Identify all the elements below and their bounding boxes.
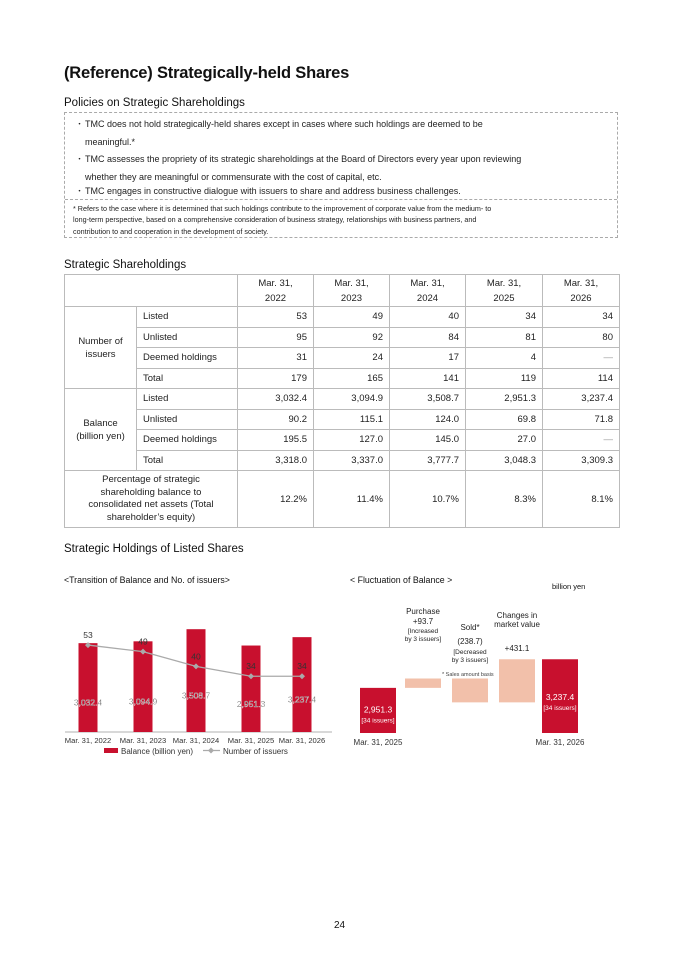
table-cell: 92 <box>314 327 390 348</box>
waterfall-footnote: * Sales amount basis <box>442 672 494 678</box>
table-cell: 27.0 <box>466 430 543 451</box>
table-cell: 40 <box>390 307 466 328</box>
group-label-balance: Balance (billion yen) <box>65 389 137 471</box>
issuers-value-label: 34 <box>297 661 307 672</box>
legend-line-label: Number of issuers <box>223 747 288 756</box>
table-row <box>65 409 620 430</box>
balance-bar <box>242 646 261 732</box>
table-row <box>65 368 620 389</box>
legend-bar-label: Balance (billion yen) <box>121 747 194 756</box>
balance-issuers-chart <box>60 600 335 765</box>
total-issuers-label: [34 issuers] <box>361 717 395 725</box>
year-header: Mar. 31, 2023 <box>314 275 390 307</box>
table-row <box>65 348 620 369</box>
market-value-label: Changes in <box>496 611 538 620</box>
change-bar <box>405 679 441 688</box>
table-row <box>65 327 620 348</box>
table-cell: 31 <box>238 348 314 369</box>
policy-bullet-1 <box>75 116 483 151</box>
issuers-value-label: 49 <box>138 636 148 647</box>
issuers-value-label: 34 <box>246 661 256 672</box>
table-cell: 8.3% <box>466 471 543 528</box>
table-cell: 145.0 <box>390 430 466 451</box>
shareholdings-heading: Strategic Shareholdings <box>64 259 187 271</box>
table-cell: 34 <box>466 307 543 328</box>
purchase-issuers-line: [Increased <box>407 628 439 635</box>
total-issuers-label: [34 issuers] <box>543 704 577 712</box>
table-cell: 3,237.4 <box>543 389 620 410</box>
table-cell: 81 <box>466 327 543 348</box>
policy-line: whether they are meaningful or commensurate with the cost of capital, etc. <box>85 171 382 182</box>
row-label: Deemed holdings <box>137 348 238 369</box>
issuers-value-label: 53 <box>83 630 93 641</box>
table-row <box>65 430 620 451</box>
table-cell: 24 <box>314 348 390 369</box>
policy-line: meaningful.* <box>85 136 136 147</box>
policies-footnote <box>73 203 573 237</box>
table-cell: 115.1 <box>314 409 390 430</box>
market-value-change: +431.1 <box>504 644 530 653</box>
sold-value: (238.7) <box>457 637 483 646</box>
bullet-marker: ・ <box>75 186 85 196</box>
table-cell: 3,048.3 <box>466 450 543 471</box>
bullet-marker: ・ <box>75 119 85 129</box>
policy-line: TMC assesses the propriety of its strategic shareholdings at the Board of Directors every year upon reviewing <box>85 154 522 164</box>
unit-label: billion yen <box>552 582 586 591</box>
x-tick-label: Mar. 31, 2023 <box>119 736 167 745</box>
balance-bar <box>79 643 98 732</box>
bar-value-label: 3,508.7 <box>181 690 211 701</box>
year-header: Mar. 31, 2024 <box>390 275 466 307</box>
table-cell: 3,032.4 <box>238 389 314 410</box>
x-tick-label: Mar. 31, 2026 <box>535 738 585 747</box>
x-tick-label: Mar. 31, 2022 <box>64 736 112 745</box>
table-cell: 17 <box>390 348 466 369</box>
bar-value-label: 3,094.9 <box>128 696 158 707</box>
bar-value-label: 3,237.4 <box>287 694 317 705</box>
footnote-line: * Refers to the case where it is determined that such holdings contribute to the improvement of corporate value from the medium- to <box>73 204 492 213</box>
header-blank-cell <box>65 275 238 307</box>
table-cell: 80 <box>543 327 620 348</box>
table-row <box>65 389 620 410</box>
row-label: Deemed holdings <box>137 430 238 451</box>
total-value-label: 2,951.3 <box>363 704 393 715</box>
table-cell: 179 <box>238 368 314 389</box>
row-label: Total <box>137 368 238 389</box>
policies-divider <box>65 199 617 200</box>
table-row-percentage <box>65 471 620 528</box>
shareholdings-table <box>64 274 620 528</box>
change-bar <box>499 659 535 702</box>
row-label: Unlisted <box>137 409 238 430</box>
row-label: Total <box>137 450 238 471</box>
footnote-line: contribution to and cooperation in the development of society. <box>73 226 269 236</box>
table-cell: 127.0 <box>314 430 390 451</box>
sold-label: Sold* <box>460 623 480 632</box>
row-label: Listed <box>137 307 238 328</box>
table-cell: 84 <box>390 327 466 348</box>
table-cell: 12.2% <box>238 471 314 528</box>
table-cell: 53 <box>238 307 314 328</box>
policy-line: TMC engages in constructive dialogue with issuers to share and address business challenges. <box>85 186 461 196</box>
x-tick-label: Mar. 31, 2026 <box>278 736 326 745</box>
sold-issuers-line: by 3 issuers] <box>451 657 489 664</box>
table-cell: 10.7% <box>390 471 466 528</box>
year-header: Mar. 31, 2025 <box>466 275 543 307</box>
table-row <box>65 307 620 328</box>
right-chart-caption: < Fluctuation of Balance > <box>350 575 453 585</box>
table-cell: — <box>543 348 620 369</box>
policy-bullet-3 <box>75 183 461 201</box>
policy-bullet-2 <box>75 151 521 186</box>
table-cell: — <box>543 430 620 451</box>
policies-heading: Policies on Strategic Shareholdings <box>64 97 245 109</box>
table-row <box>65 450 620 471</box>
table-cell: 195.5 <box>238 430 314 451</box>
table-cell: 49 <box>314 307 390 328</box>
footnote-line: long-term perspective, based on a comprehensive consideration of business strategy, relationships with business partners, and <box>73 215 477 225</box>
left-chart-caption: <Transition of Balance and No. of issuers> <box>64 575 230 585</box>
table-cell: 3,309.3 <box>543 450 620 471</box>
percentage-label: Percentage of strategic shareholding balance to consolidated net assets (Total shareholder’s equity) <box>65 471 238 528</box>
balance-bar <box>187 629 206 732</box>
table-cell: 119 <box>466 368 543 389</box>
table-cell: 4 <box>466 348 543 369</box>
balance-bar <box>293 637 312 732</box>
table-cell: 3,094.9 <box>314 389 390 410</box>
bar-value-label: 3,032.4 <box>73 697 103 708</box>
table-cell: 3,318.0 <box>238 450 314 471</box>
fluctuation-waterfall-chart <box>345 600 620 760</box>
year-header: Mar. 31, 2022 <box>238 275 314 307</box>
bullet-marker: ・ <box>75 154 85 164</box>
row-label: Listed <box>137 389 238 410</box>
table-cell: 95 <box>238 327 314 348</box>
table-cell: 71.8 <box>543 409 620 430</box>
table-cell: 8.1% <box>543 471 620 528</box>
table-cell: 165 <box>314 368 390 389</box>
table-cell: 90.2 <box>238 409 314 430</box>
purchase-label: Purchase <box>406 607 440 616</box>
x-tick-label: Mar. 31, 2025 <box>353 738 403 747</box>
legend-bar-swatch <box>104 748 118 753</box>
change-bar <box>452 679 488 703</box>
table-cell: 3,777.7 <box>390 450 466 471</box>
table-cell: 11.4% <box>314 471 390 528</box>
page-number: 24 <box>333 920 346 931</box>
table-cell: 124.0 <box>390 409 466 430</box>
table-cell: 2,951.3 <box>466 389 543 410</box>
legend-line-marker <box>208 748 214 754</box>
listed-heading: Strategic Holdings of Listed Shares <box>64 543 244 555</box>
table-cell: 69.8 <box>466 409 543 430</box>
year-header: Mar. 31, 2026 <box>543 275 620 307</box>
group-label-issuers: Number of issuers <box>65 307 137 389</box>
balance-bar <box>134 641 153 732</box>
table-cell: 141 <box>390 368 466 389</box>
policy-line: TMC does not hold strategically-held shares except in cases where such holdings are deemed to be <box>85 119 483 129</box>
table-cell: 34 <box>543 307 620 328</box>
policies-box <box>64 112 618 238</box>
table-cell: 114 <box>543 368 620 389</box>
sold-issuers-line: [Decreased <box>453 649 487 656</box>
table-header-row <box>65 275 620 307</box>
market-value-label: market value <box>494 620 540 629</box>
x-tick-label: Mar. 31, 2024 <box>172 736 220 745</box>
table-cell: 3,508.7 <box>390 389 466 410</box>
purchase-issuers-line: by 3 issuers] <box>404 636 442 643</box>
bar-value-label: 2,951.3 <box>236 698 266 709</box>
purchase-value: +93.7 <box>412 617 434 626</box>
total-value-label: 3,237.4 <box>545 691 575 702</box>
x-tick-label: Mar. 31, 2025 <box>227 736 275 745</box>
issuers-value-label: 40 <box>191 651 201 662</box>
page-title: (Reference) Strategically-held Shares <box>64 64 350 82</box>
row-label: Unlisted <box>137 327 238 348</box>
table-cell: 3,337.0 <box>314 450 390 471</box>
